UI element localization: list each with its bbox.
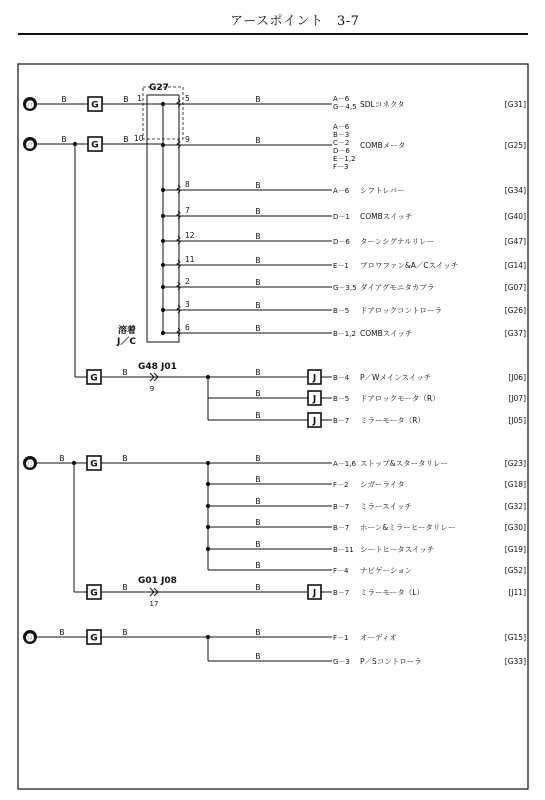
connector-pin-label: B－3 [333, 131, 350, 139]
component-name: P／Wメインスイッチ [360, 373, 432, 382]
jc-label-line2: J／C [117, 337, 136, 347]
component-ref: [G40] [504, 212, 526, 221]
connector-pin-label: B－5 [333, 395, 350, 403]
ground-point-number: ⓮ [26, 633, 34, 643]
junction-dot [206, 635, 210, 639]
junction-dot [161, 143, 165, 147]
junction-dot [161, 308, 165, 312]
connector-pin-label: A－6 [333, 187, 350, 195]
jc-pin-number: 9 [185, 135, 190, 144]
wire-color-label: B [255, 207, 261, 216]
wire-color-label: B [123, 95, 129, 104]
component-name: シガーライタ [360, 480, 405, 489]
connector-pin-label: A－6 [333, 95, 350, 103]
component-ref: [G52] [504, 566, 526, 575]
connector-pin-label: D－1 [333, 213, 350, 221]
component-ref: [G31] [504, 100, 526, 109]
wire-color-label: B [255, 232, 261, 241]
jc-pin-number: 10 [134, 134, 144, 143]
wire-color-label: B [122, 628, 128, 637]
component-ref: [G25] [504, 141, 526, 150]
ground-box-label: G [90, 373, 98, 384]
component-name: COMBスイッチ [360, 212, 413, 221]
ground-box-label: G [91, 140, 99, 151]
connector-pin-number: 17 [149, 600, 159, 608]
junction-dot [161, 285, 165, 289]
wire-color-label: B [255, 368, 261, 377]
joint-box-label: J [312, 416, 317, 427]
wire-color-label: B [59, 628, 65, 637]
component-name: COMBスイッチ [360, 329, 413, 338]
component-ref: [G26] [504, 306, 526, 315]
wire-color-label: B [255, 256, 261, 265]
junction-dot [161, 331, 165, 335]
junction-dot [161, 102, 165, 106]
component-name: シフトレバー [360, 186, 405, 195]
jc-pin-number: 6 [185, 323, 190, 332]
jc-pin-number: 12 [185, 231, 195, 240]
jc-label-line1: 溶着 [118, 326, 137, 336]
wire-color-label: B [255, 95, 261, 104]
component-name: ホーン&ミラーヒータリレー [360, 523, 456, 532]
component-name: ミラーモータ（L） [360, 588, 424, 597]
wire-color-label: B [255, 652, 261, 661]
ground-point-number: ⓭ [26, 140, 34, 150]
wire-color-label: B [255, 389, 261, 398]
connector-pin-label: B－7 [333, 524, 350, 532]
component-name: ドアロックモータ（R） [360, 394, 440, 403]
component-name: P／Sコントローラ [360, 657, 422, 666]
wire-color-label: B [255, 278, 261, 287]
junction-dot [206, 461, 210, 465]
connector-pin-label: B－7 [333, 589, 350, 597]
connector-pin-label: C－2 [333, 139, 350, 147]
component-ref: [G33] [504, 657, 526, 666]
junction-dot [206, 375, 210, 379]
jc-pin-number: 2 [185, 277, 190, 286]
component-name: ミラースイッチ [360, 502, 412, 511]
component-ref: [G23] [504, 459, 526, 468]
junction-dot [206, 504, 210, 508]
ground-box-label: G [90, 459, 98, 470]
component-name: シートヒータスイッチ [360, 545, 435, 554]
page-title: アースポイント 3-7 [230, 14, 360, 29]
component-ref: [G47] [504, 237, 526, 246]
wire-color-label: B [255, 628, 261, 637]
jc-pin-number: 7 [185, 206, 190, 215]
diagram-frame [18, 64, 528, 789]
wire-color-label: B [255, 324, 261, 333]
connector-pin-label: A－6 [333, 123, 350, 131]
connector-pin-label: A－1,6 [333, 460, 356, 468]
component-name: ターンシグナルリレー [360, 237, 435, 246]
component-name: オーディオ [360, 633, 397, 642]
wire-color-label: B [61, 135, 67, 144]
wire-color-label: B [255, 411, 261, 420]
connector-pin-label: B－11 [333, 546, 354, 554]
joint-box-label: J [312, 373, 317, 384]
component-name: ドアロックコントローラ [360, 306, 442, 315]
component-name: ブロワファン&A／Cスイッチ [360, 261, 459, 270]
junction-dot [73, 142, 77, 146]
wire-color-label: B [123, 135, 129, 144]
component-name: ナビゲーション [360, 566, 413, 575]
component-ref: [G14] [504, 261, 526, 270]
wire-color-label: B [122, 583, 128, 592]
connector-pin-label: B－5 [333, 307, 350, 315]
component-ref: [G34] [504, 186, 526, 195]
component-ref: [G37] [504, 329, 526, 338]
connector-pin-label: G－3,5 [333, 284, 357, 292]
component-ref: [G32] [504, 502, 526, 511]
component-name: ダイアグモニタカプラ [360, 283, 435, 292]
connector-pin-label: F－1 [333, 634, 349, 642]
junction-dot [161, 188, 165, 192]
wire-color-label: B [122, 368, 128, 377]
component-name: SDLコネクタ [360, 100, 405, 109]
junction-dot [161, 239, 165, 243]
jc-pin-number: 11 [185, 255, 195, 264]
component-ref: [J06] [508, 373, 526, 382]
junction-dot [206, 525, 210, 529]
mid-junction-label: G48 J01 [138, 362, 177, 372]
junction-dot [161, 263, 165, 267]
connector-pin-label: B－1,2 [333, 330, 356, 338]
wire-color-label: B [255, 583, 261, 592]
wire-color-label: B [255, 454, 261, 463]
connector-pin-label: F－4 [333, 567, 349, 575]
junction-dot [206, 547, 210, 551]
connector-pin-label: D－6 [333, 147, 350, 155]
connector-pin-label: G－4,5 [333, 103, 357, 111]
junction-top-label: G27 [149, 83, 169, 93]
ground-box-label: G [90, 633, 98, 644]
component-ref: [G19] [504, 545, 526, 554]
component-name: COMBメータ [360, 141, 406, 150]
wire-color-label: B [255, 475, 261, 484]
connector-pin-label: B－7 [333, 417, 350, 425]
component-ref: [G18] [504, 480, 526, 489]
jc-pin-number: 3 [185, 300, 190, 309]
wire-color-label: B [59, 454, 65, 463]
wire-color-label: B [255, 540, 261, 549]
joint-box-label: J [312, 394, 317, 405]
ground-box-label: G [90, 588, 98, 599]
connector-pin-label: B－7 [333, 503, 350, 511]
component-ref: [G07] [504, 283, 526, 292]
component-ref: [G15] [504, 633, 526, 642]
component-ref: [J11] [508, 588, 526, 597]
ground-point-number: ⓫ [26, 100, 34, 110]
connector-pin-label: B－4 [333, 374, 350, 382]
jc-pin-number: 8 [185, 180, 190, 189]
wire-color-label: B [255, 518, 261, 527]
junction-dot [206, 482, 210, 486]
connector-pin-label: G－3 [333, 658, 350, 666]
component-ref: [J05] [508, 416, 526, 425]
component-name: ストップ&スタータリレー [360, 459, 449, 468]
component-ref: [J07] [508, 394, 526, 403]
wire-color-label: B [61, 95, 67, 104]
wire-color-label: B [255, 136, 261, 145]
junction-dot [161, 214, 165, 218]
connector-pin-label: D－6 [333, 238, 350, 246]
connector-pin-label: F－3 [333, 163, 349, 171]
ground-point-number: ⓬ [26, 459, 34, 469]
connector-pin-label: E－1 [333, 262, 349, 270]
wire-color-label: B [122, 454, 128, 463]
component-name: ミラーモータ（R） [360, 416, 425, 425]
lower-junction-label: G01 J08 [138, 576, 177, 586]
wire-color-label: B [255, 301, 261, 310]
wire-color-label: B [255, 561, 261, 570]
jc-pin-number: 5 [185, 94, 190, 103]
connector-pin-number: 9 [149, 385, 155, 393]
junction-dot [72, 461, 76, 465]
wire-color-label: B [255, 497, 261, 506]
connector-pin-label: E－1,2 [333, 155, 356, 163]
connector-pin-label: F－2 [333, 481, 349, 489]
wire-color-label: B [255, 181, 261, 190]
jc-pin-number: 1 [137, 94, 142, 103]
joint-box-label: J [312, 588, 317, 599]
ground-box-label: G [91, 100, 99, 111]
component-ref: [G30] [504, 523, 526, 532]
